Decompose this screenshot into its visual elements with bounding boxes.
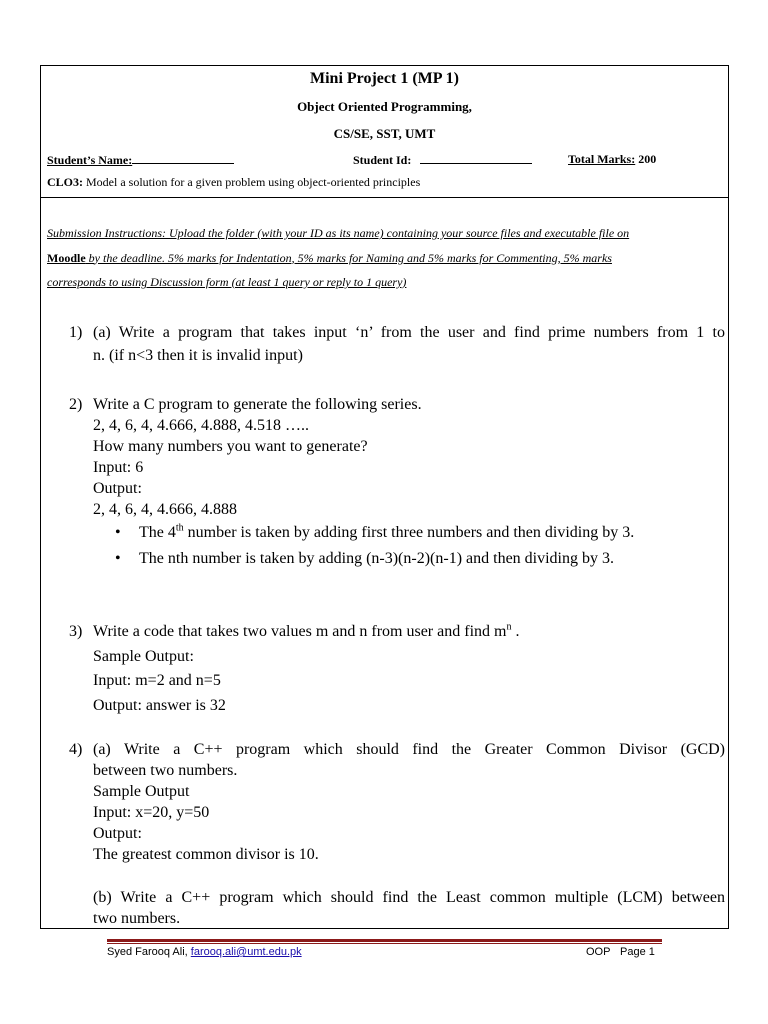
question-3-input: Input: m=2 and n=5 [93,672,221,689]
instructions-line-1: Submission Instructions: Upload the folder (with your ID as its name) containing your source files and executable file on [47,226,630,240]
question-1-line-1: (a) Write a program that takes input ‘n’ from the user and find prime numbers from 1 to [93,324,725,341]
question-4-line-1: (a) Write a C++ program which should find the Greater Common Divisor (GCD) [93,741,725,758]
question-3-sample-label: Sample Output: [93,647,194,665]
question-4-input: Input: x=20, y=50 [93,804,210,821]
student-id-field [353,152,532,168]
clo-statement [47,175,420,190]
footer-rule-thin [107,943,662,944]
question-2-output-label: Output: [93,480,142,497]
instructions-line-2-rest: by the deadline. 5% marks for Indentation, 5% marks for Naming and 5% marks for Commenting, 5% marks [85,250,612,265]
student-name-blank [132,152,234,164]
question-3-line-1-pre: Write a code that takes two values m and n from user and find m [93,623,507,640]
author-name: Syed Farooq Ali, [107,946,191,958]
student-name-field [47,152,234,168]
question-1-number: 1) [69,324,83,341]
question-4b-line-1: (b) Write a C++ program which should find the Least common multiple (LCM) between [93,889,725,906]
footer-course-code: OOP [586,946,611,958]
question-4-number: 4) [69,741,83,758]
total-marks-field [568,152,656,167]
total-marks-label: Total Marks: [568,152,636,166]
header-section [41,66,728,198]
total-marks-value: 200 [635,152,657,166]
question-3-number: 3) [69,623,83,640]
instructions-line-3: corresponds to using Discussion form (at least 1 query or reply to 1 query) [47,275,407,289]
clo-text: Model a solution for a given problem using object-oriented principles [83,175,421,189]
clo-label: CLO3: [47,175,83,189]
bullet-1-pre: The 4 [139,524,176,541]
moodle-text: Moodle [47,250,86,265]
question-3-output: Output: answer is 32 [93,696,226,714]
bullet-icon: • [115,550,121,567]
question-3-sup: n [506,621,512,633]
question-4-output: The greatest common divisor is 10. [93,846,319,863]
question-2-bullet-1 [93,522,725,543]
bullet-2-text: The nth number is taken by adding (n-3)(n-2)(n-1) and then dividing by 3. [139,550,614,567]
student-id-label: Student Id: [353,153,412,167]
question-3-line-1-post: . [511,623,520,640]
question-4-line-2: between two numbers. [93,762,238,779]
footer-page-number: Page 1 [620,946,655,958]
bullet-icon: • [115,524,121,541]
question-1-line-2: n. (if n<3 then it is invalid input) [93,347,303,364]
footer-rule-thick [107,939,662,942]
student-name-label: Student’s Name: [47,153,133,167]
question-4-output-label: Output: [93,825,142,842]
question-2-input: Input: 6 [93,459,144,476]
question-2-number: 2) [69,396,83,413]
question-2-bullet-2 [93,548,725,569]
author-email-link[interactable]: farooq.ali@umt.edu.pk [190,946,302,958]
student-id-blank [420,152,532,164]
assignment-page [40,65,729,929]
page-title: Mini Project 1 (MP 1) [310,70,459,87]
question-4b-line-2: two numbers. [93,910,181,927]
department: CS/SE, SST, UMT [333,126,436,141]
bullet-1-sup: th [175,522,184,534]
question-2-output: 2, 4, 6, 4, 4.666, 4.888 [93,501,237,518]
question-2-prompt: How many numbers you want to generate? [93,438,368,455]
footer-author [107,946,302,958]
submission-instructions [47,221,722,295]
instructions-line-2 [47,246,722,271]
course-name: Object Oriented Programming, [297,99,472,114]
question-3-line-1 [93,620,725,645]
bullet-1-post: number is taken by adding first three numbers and then dividing by 3. [183,524,635,541]
question-4-sample-label: Sample Output [93,783,190,800]
question-2-line-1: Write a C program to generate the following series. [93,396,422,413]
question-2-series: 2, 4, 6, 4, 4.666, 4.888, 4.518 ….. [93,417,309,434]
